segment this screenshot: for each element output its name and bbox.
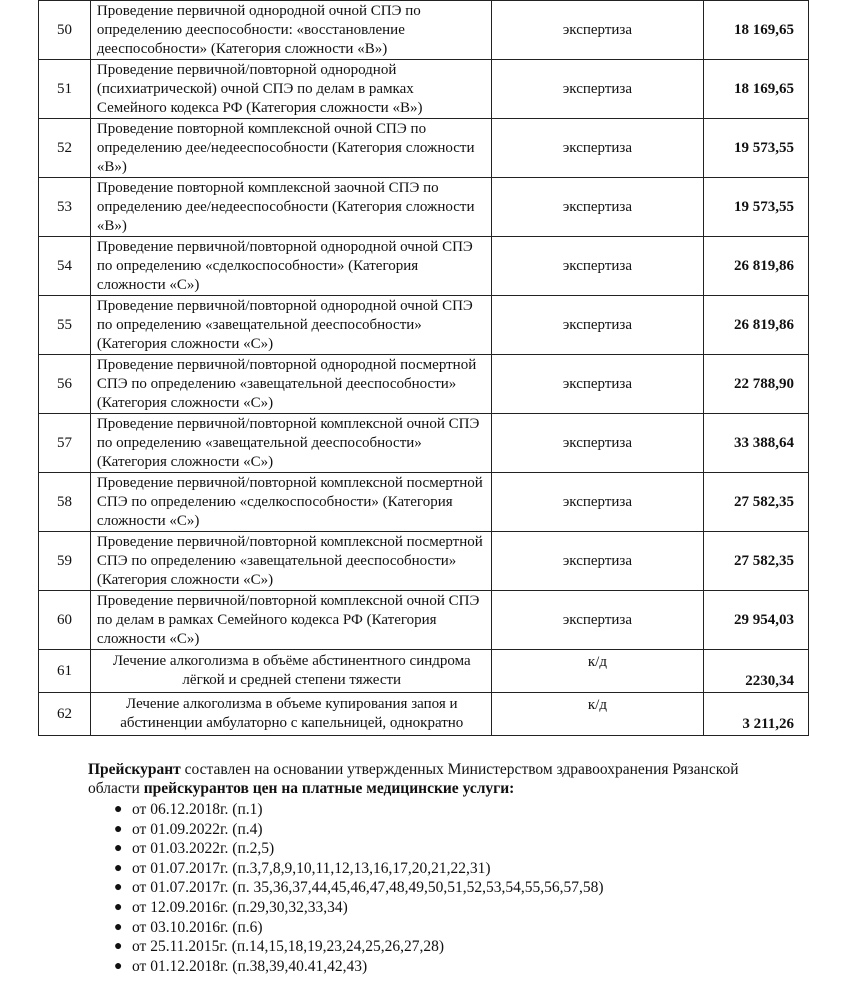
date-text: от 01.12.2018г. (п.38,39,40.41,42,43) <box>132 957 368 975</box>
table-row <box>39 355 809 414</box>
date-text: от 25.11.2015г. (п.14,15,18,19,23,24,25,26,27,28) <box>132 938 445 956</box>
bullet-icon: ● <box>114 802 123 817</box>
table-row <box>39 60 809 119</box>
row-number: 61 <box>39 650 91 693</box>
bullet-icon: ● <box>114 841 123 857</box>
price-cell: 19 573,55 <box>704 119 809 178</box>
price-cell: 19 573,55 <box>704 178 809 237</box>
row-number: 52 <box>39 119 91 178</box>
bullet-icon: ● <box>114 919 123 935</box>
service-name: Лечение алкоголизма в объёме абстинентного синдрома лёгкой и средней степени тяжести <box>90 650 491 693</box>
table-row <box>39 693 809 736</box>
row-number: 51 <box>39 60 91 119</box>
date-list-item <box>114 859 788 879</box>
service-name: Проведение первичной однородной очной СПЭ по определению дееспособности: «восстановление дееспособности» (Категория сложности «В») <box>90 1 491 60</box>
unit-cell: экспертиза <box>491 355 704 414</box>
bullet-icon: ● <box>114 958 123 974</box>
table-row <box>39 414 809 473</box>
price-cell: 29 954,03 <box>704 591 809 650</box>
date-text: от 01.09.2022г. (п.4) <box>132 820 263 838</box>
date-text: от 12.09.2016г. (п.29,30,32,33,34) <box>132 898 348 916</box>
unit-cell: экспертиза <box>491 591 704 650</box>
table-row <box>39 591 809 650</box>
table-row <box>39 178 809 237</box>
table-row <box>39 650 809 693</box>
date-list-item <box>114 898 788 918</box>
service-name: Проведение первичной/повторной комплексной очной СПЭ по определению «завещательной дееспособности» (Категория сложности «С») <box>90 414 491 473</box>
bullet-icon: ● <box>114 939 123 955</box>
price-cell: 3 211,26 <box>704 693 809 736</box>
row-number: 60 <box>39 591 91 650</box>
table-row <box>39 473 809 532</box>
bullet-icon: ● <box>114 821 123 837</box>
row-number: 56 <box>39 355 91 414</box>
unit-cell: экспертиза <box>491 296 704 355</box>
unit-cell: экспертиза <box>491 178 704 237</box>
unit-cell: экспертиза <box>491 60 704 119</box>
price-cell: 18 169,65 <box>704 60 809 119</box>
dates-list <box>88 800 788 976</box>
unit-cell: экспертиза <box>491 119 704 178</box>
unit-cell: к/д <box>491 650 704 693</box>
service-name: Проведение первичной/повторной однородной (психиатрической) очной СПЭ по делам в рамках Семейного кодекса РФ (Категория сложности «В») <box>90 60 491 119</box>
row-number: 55 <box>39 296 91 355</box>
service-name: Проведение первичной/повторной комплексной посмертной СПЭ по определению «сделкоспособности» (Категория сложности «С») <box>90 473 491 532</box>
unit-cell: экспертиза <box>491 237 704 296</box>
unit-cell: экспертиза <box>491 414 704 473</box>
row-number: 62 <box>39 693 91 736</box>
row-number: 59 <box>39 532 91 591</box>
unit-cell: экспертиза <box>491 532 704 591</box>
service-name: Проведение повторной комплексной заочной СПЭ по определению дее/недееспособности (Категория сложности «В») <box>90 178 491 237</box>
price-cell: 18 169,65 <box>704 1 809 60</box>
row-number: 58 <box>39 473 91 532</box>
price-cell: 27 582,35 <box>704 473 809 532</box>
date-text: от 06.12.2018г. (п.1) <box>132 801 263 818</box>
row-number: 50 <box>39 1 91 60</box>
table-row <box>39 237 809 296</box>
table-row <box>39 532 809 591</box>
price-table <box>38 0 809 736</box>
service-name: Лечение алкоголизма в объеме купирования запоя и абстиненции амбулаторно с капельницей, однократно <box>90 693 491 736</box>
price-cell: 22 788,90 <box>704 355 809 414</box>
table-row <box>39 1 809 60</box>
unit-cell: к/д <box>491 693 704 736</box>
price-cell: 2230,34 <box>704 650 809 693</box>
price-cell: 26 819,86 <box>704 296 809 355</box>
date-list-item <box>114 918 788 938</box>
service-name: Проведение повторной комплексной очной СПЭ по определению дее/недееспособности (Категория сложности «В») <box>90 119 491 178</box>
price-cell: 26 819,86 <box>704 237 809 296</box>
footer-bold-title: Прейскурант <box>88 761 181 778</box>
date-list-item <box>114 839 788 859</box>
date-list-item <box>114 820 788 840</box>
service-name: Проведение первичной/повторной комплексной очной СПЭ по делам в рамках Семейного кодекса РФ (Категория сложности «С») <box>90 591 491 650</box>
row-number: 53 <box>39 178 91 237</box>
bullet-icon: ● <box>114 880 123 896</box>
price-cell: 27 582,35 <box>704 532 809 591</box>
price-cell: 33 388,64 <box>704 414 809 473</box>
service-name: Проведение первичной/повторной однородной очной СПЭ по определению «завещательной дееспособности» (Категория сложности «С») <box>90 296 491 355</box>
bullet-icon: ● <box>114 899 123 915</box>
date-list-item <box>114 937 788 957</box>
bullet-icon: ● <box>114 860 123 876</box>
date-list-item <box>114 957 788 977</box>
row-number: 54 <box>39 237 91 296</box>
date-list-item <box>114 800 788 820</box>
service-name: Проведение первичной/повторной однородной очной СПЭ по определению «сделкоспособности» (Категория сложности «С») <box>90 237 491 296</box>
table-row <box>39 119 809 178</box>
unit-cell: экспертиза <box>491 473 704 532</box>
footer-paragraph <box>88 760 788 798</box>
row-number: 57 <box>39 414 91 473</box>
footer <box>88 760 788 976</box>
price-table-body <box>39 1 809 736</box>
footer-text: составлен на основании утвержденных Министерством здравоохранения Рязанской области <box>88 761 739 797</box>
date-text: от 01.07.2017г. (п.3,7,8,9,10,11,12,13,16,17,20,21,22,31) <box>132 859 491 877</box>
date-text: от 01.03.2022г. (п.2,5) <box>132 840 275 858</box>
table-row <box>39 296 809 355</box>
date-text: от 03.10.2016г. (п.6) <box>132 918 263 936</box>
footer-bold-subject: прейскурантов цен на платные медицинские услуги: <box>143 780 515 797</box>
unit-cell: экспертиза <box>491 1 704 60</box>
date-text: от 01.07.2017г. (п. 35,36,37,44,45,46,47,48,49,50,51,52,53,54,55,56,57,58) <box>132 879 604 897</box>
date-list-item <box>114 878 788 898</box>
service-name: Проведение первичной/повторной однородной посмертной СПЭ по определению «завещательной дееспособности» (Категория сложности «С») <box>90 355 491 414</box>
service-name: Проведение первичной/повторной комплексной посмертной СПЭ по определению «завещательной дееспособности» (Категория сложности «С») <box>90 532 491 591</box>
